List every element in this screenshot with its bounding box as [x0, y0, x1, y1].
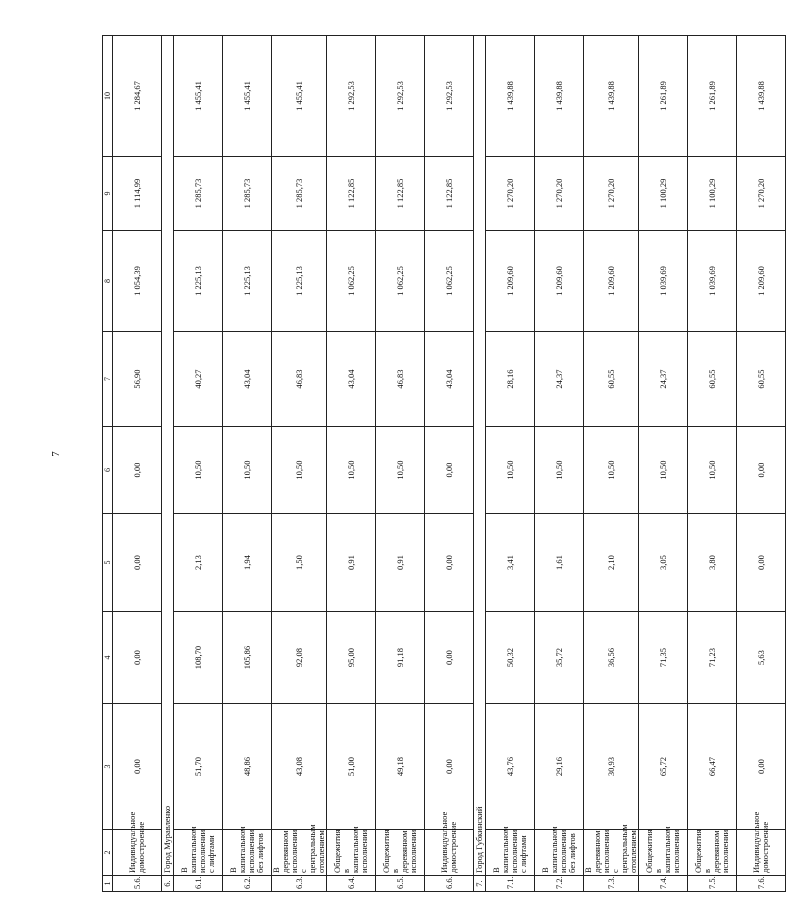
value-cell: 0,00 [425, 704, 474, 830]
value-cell: 1 455,41 [174, 36, 223, 157]
row-number: 6.6. [425, 876, 474, 892]
value-cell: 2,10 [584, 514, 639, 612]
table-row [737, 36, 786, 892]
value-cell: 1,61 [535, 514, 584, 612]
value-cell: 28,16 [486, 332, 535, 427]
col-header-8: 8 [103, 231, 113, 332]
value-cell: 0,00 [737, 427, 786, 514]
housing-type: В деревянном исполнении с центральным отоплением [272, 830, 327, 876]
value-cell: 1 261,89 [639, 36, 688, 157]
value-cell: 1 270,20 [737, 157, 786, 231]
value-cell: 1 114,99 [113, 157, 162, 231]
row-number: 7.3. [584, 876, 639, 892]
value-cell: 0,00 [113, 612, 162, 704]
value-cell: 0,00 [425, 514, 474, 612]
housing-type: Общежития в деревянном исполнении [376, 830, 425, 876]
value-cell: 24,37 [639, 332, 688, 427]
housing-type: Общежития в капитальном исполнении [639, 830, 688, 876]
value-cell: 108,70 [174, 612, 223, 704]
value-cell: 43,04 [425, 332, 474, 427]
row-number: 7.4. [639, 876, 688, 892]
value-cell: 1 209,60 [737, 231, 786, 332]
value-cell: 10,50 [327, 427, 376, 514]
row-number: 7.1. [486, 876, 535, 892]
value-cell: 1 100,29 [639, 157, 688, 231]
housing-type: В капитальном исполнении с лифтами [174, 830, 223, 876]
value-cell: 0,00 [113, 514, 162, 612]
value-cell: 65,72 [639, 704, 688, 830]
row-number: 7.6. [737, 876, 786, 892]
value-cell: 0,00 [113, 427, 162, 514]
section-title: Город Муравленко [162, 36, 174, 876]
table-row [535, 36, 584, 892]
table-body [113, 36, 786, 892]
col-header-6: 6 [103, 427, 113, 514]
col-header-3: 3 [103, 704, 113, 830]
value-cell: 1 209,60 [584, 231, 639, 332]
value-cell: 46,83 [272, 332, 327, 427]
value-cell: 1 270,20 [486, 157, 535, 231]
value-cell: 1 270,20 [584, 157, 639, 231]
housing-type: Индивидуальное домостроение [737, 830, 786, 876]
value-cell: 1 039,69 [688, 231, 737, 332]
value-cell: 1 439,88 [486, 36, 535, 157]
value-cell: 1 285,73 [272, 157, 327, 231]
value-cell: 60,55 [584, 332, 639, 427]
value-cell: 1 062,25 [327, 231, 376, 332]
housing-type: В капитальном исполнении с лифтами [486, 830, 535, 876]
value-cell: 1,94 [223, 514, 272, 612]
value-cell: 40,27 [174, 332, 223, 427]
value-cell: 1 100,29 [688, 157, 737, 231]
table-row [639, 36, 688, 892]
value-cell: 50,32 [486, 612, 535, 704]
table-row [486, 36, 535, 892]
value-cell: 43,76 [486, 704, 535, 830]
value-cell: 1 209,60 [535, 231, 584, 332]
value-cell: 3,05 [639, 514, 688, 612]
col-header-4: 4 [103, 612, 113, 704]
housing-type: Общежития в деревянном исполнении [688, 830, 737, 876]
row-number: 6.5. [376, 876, 425, 892]
value-cell: 91,18 [376, 612, 425, 704]
row-number: 6.1. [174, 876, 223, 892]
value-cell: 10,50 [584, 427, 639, 514]
col-header-1: 1 [103, 876, 113, 892]
table-row [425, 36, 474, 892]
page-number: 7 [50, 451, 62, 457]
value-cell: 46,83 [376, 332, 425, 427]
table-row [272, 36, 327, 892]
value-cell: 1 285,73 [223, 157, 272, 231]
value-cell: 1 439,88 [737, 36, 786, 157]
value-cell: 1 285,73 [174, 157, 223, 231]
value-cell: 2,13 [174, 514, 223, 612]
value-cell: 92,08 [272, 612, 327, 704]
value-cell: 0,91 [376, 514, 425, 612]
section-title: Город Губкинский [474, 36, 486, 876]
housing-type: Индивидуальное домостроение [425, 830, 474, 876]
value-cell: 51,00 [327, 704, 376, 830]
city-section-row [474, 36, 486, 892]
value-cell: 10,50 [174, 427, 223, 514]
value-cell: 51,70 [174, 704, 223, 830]
value-cell: 1 122,85 [376, 157, 425, 231]
table-row [376, 36, 425, 892]
value-cell: 1 439,88 [584, 36, 639, 157]
value-cell: 43,04 [327, 332, 376, 427]
value-cell: 1 122,85 [425, 157, 474, 231]
value-cell: 1 062,25 [425, 231, 474, 332]
value-cell: 35,72 [535, 612, 584, 704]
value-cell: 0,00 [737, 514, 786, 612]
value-cell: 71,35 [639, 612, 688, 704]
section-number: 7. [474, 876, 486, 892]
value-cell: 1 284,67 [113, 36, 162, 157]
value-cell: 1 292,53 [327, 36, 376, 157]
value-cell: 1 270,20 [535, 157, 584, 231]
value-cell: 43,04 [223, 332, 272, 427]
row-number: 6.4. [327, 876, 376, 892]
value-cell: 60,55 [737, 332, 786, 427]
value-cell: 1 225,13 [174, 231, 223, 332]
value-cell: 1 292,53 [376, 36, 425, 157]
value-cell: 3,41 [486, 514, 535, 612]
value-cell: 0,00 [737, 704, 786, 830]
value-cell: 105,86 [223, 612, 272, 704]
tariff-table [102, 35, 786, 892]
row-number: 6.3. [272, 876, 327, 892]
value-cell: 1 225,13 [223, 231, 272, 332]
value-cell: 1 054,39 [113, 231, 162, 332]
table-row [584, 36, 639, 892]
value-cell: 36,56 [584, 612, 639, 704]
value-cell: 49,18 [376, 704, 425, 830]
row-number: 7.5. [688, 876, 737, 892]
col-header-9: 9 [103, 157, 113, 231]
value-cell: 56,90 [113, 332, 162, 427]
value-cell: 5,63 [737, 612, 786, 704]
city-section-row [162, 36, 174, 892]
value-cell: 10,50 [535, 427, 584, 514]
value-cell: 66,47 [688, 704, 737, 830]
value-cell: 3,80 [688, 514, 737, 612]
col-header-7: 7 [103, 332, 113, 427]
table-row [223, 36, 272, 892]
value-cell: 10,50 [688, 427, 737, 514]
row-number: 6.2. [223, 876, 272, 892]
value-cell: 10,50 [223, 427, 272, 514]
row-number: 7.2. [535, 876, 584, 892]
value-cell: 1 455,41 [223, 36, 272, 157]
table-row [174, 36, 223, 892]
value-cell: 71,23 [688, 612, 737, 704]
value-cell: 0,00 [425, 612, 474, 704]
table-row [113, 36, 162, 892]
housing-type: Общежития в капитальном исполнении [327, 830, 376, 876]
value-cell: 95,00 [327, 612, 376, 704]
value-cell: 30,93 [584, 704, 639, 830]
value-cell: 0,00 [113, 704, 162, 830]
header-row [103, 36, 113, 892]
table-row [327, 36, 376, 892]
row-number: 5.6. [113, 876, 162, 892]
housing-type: В деревянном исполнении с центральным отоплением [584, 830, 639, 876]
table-row [688, 36, 737, 892]
value-cell: 1,50 [272, 514, 327, 612]
value-cell: 10,50 [272, 427, 327, 514]
value-cell: 24,37 [535, 332, 584, 427]
value-cell: 1 062,25 [376, 231, 425, 332]
value-cell: 10,50 [376, 427, 425, 514]
housing-type: Индивидуальное домостроение [113, 830, 162, 876]
col-header-5: 5 [103, 514, 113, 612]
value-cell: 1 455,41 [272, 36, 327, 157]
col-header-10: 10 [103, 36, 113, 157]
section-number: 6. [162, 876, 174, 892]
value-cell: 1 439,88 [535, 36, 584, 157]
tariff-table-rotated [102, 36, 786, 892]
value-cell: 1 039,69 [639, 231, 688, 332]
value-cell: 0,91 [327, 514, 376, 612]
col-header-2: 2 [103, 830, 113, 876]
value-cell: 43,08 [272, 704, 327, 830]
value-cell: 0,00 [425, 427, 474, 514]
value-cell: 29,16 [535, 704, 584, 830]
housing-type: В капитальном исполнении без лифтов [223, 830, 272, 876]
value-cell: 1 292,53 [425, 36, 474, 157]
value-cell: 48,86 [223, 704, 272, 830]
housing-type: В капитальном исполнении без лифтов [535, 830, 584, 876]
value-cell: 60,55 [688, 332, 737, 427]
value-cell: 1 225,13 [272, 231, 327, 332]
value-cell: 1 261,89 [688, 36, 737, 157]
value-cell: 10,50 [486, 427, 535, 514]
value-cell: 10,50 [639, 427, 688, 514]
value-cell: 1 122,85 [327, 157, 376, 231]
value-cell: 1 209,60 [486, 231, 535, 332]
